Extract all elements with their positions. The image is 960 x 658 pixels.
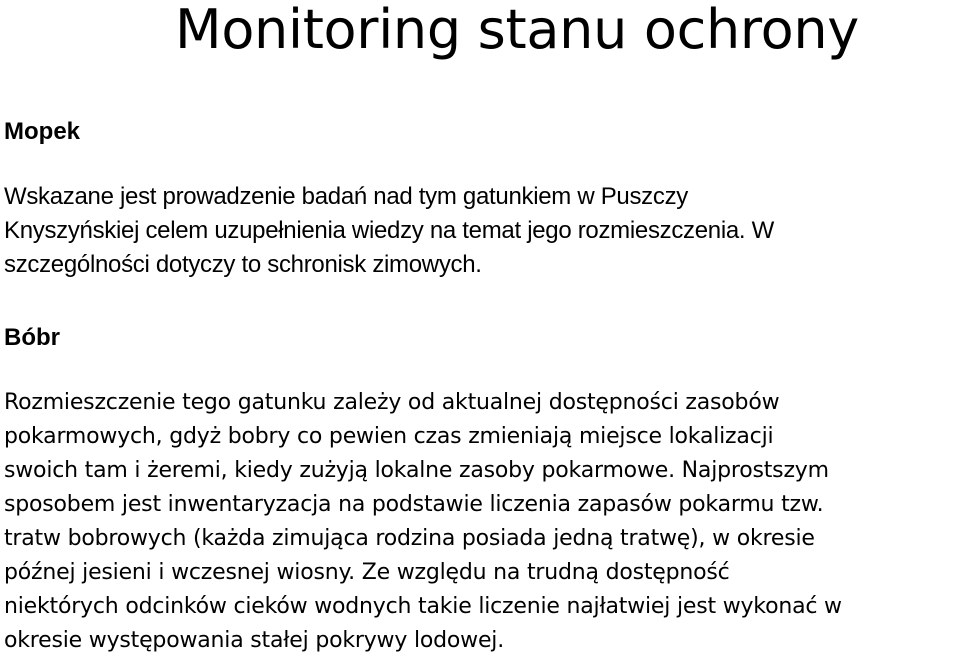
text-line: późnej jesieni i wczesnej wiosny. Ze względu na trudną dostępność bbox=[4, 560, 730, 585]
text-line: Rozmieszczenie tego gatunku zależy od aktualnej dostępności zasobów bbox=[4, 390, 780, 415]
page-title: Monitoring stanu ochrony bbox=[175, 0, 859, 61]
text-line: tratw bobrowych (każda zimująca rodzina posiada jedną tratwę), w okresie bbox=[4, 526, 815, 551]
text-line: Knyszyńskiej celem uzupełnienia wiedzy na temat jego rozmieszczenia. W bbox=[4, 217, 775, 244]
text-line: Wskazane jest prowadzenie badań nad tym gatunkiem w Puszczy bbox=[4, 183, 688, 210]
text-line: szczególności dotyczy to schronisk zimowych. bbox=[4, 251, 482, 278]
section-heading-mopek: Mopek bbox=[4, 118, 81, 145]
text-line: niektórych odcinków cieków wodnych takie liczenie najłatwiej jest wykonać w bbox=[4, 594, 842, 619]
text-line: swoich tam i żeremi, kiedy zużyją lokalne zasoby pokarmowe. Najprostszym bbox=[4, 458, 829, 483]
section-text-mopek bbox=[4, 180, 960, 282]
section-text-bobr bbox=[4, 386, 960, 658]
text-line: sposobem jest inwentaryzacja na podstawie liczenia zapasów pokarmu tzw. bbox=[4, 492, 824, 517]
text-line: okresie występowania stałej pokrywy lodowej. bbox=[4, 628, 504, 653]
section-heading-bobr: Bóbr bbox=[4, 324, 60, 351]
text-line: pokarmowych, gdyż bobry co pewien czas zmieniają miejsce lokalizacji bbox=[4, 424, 774, 449]
